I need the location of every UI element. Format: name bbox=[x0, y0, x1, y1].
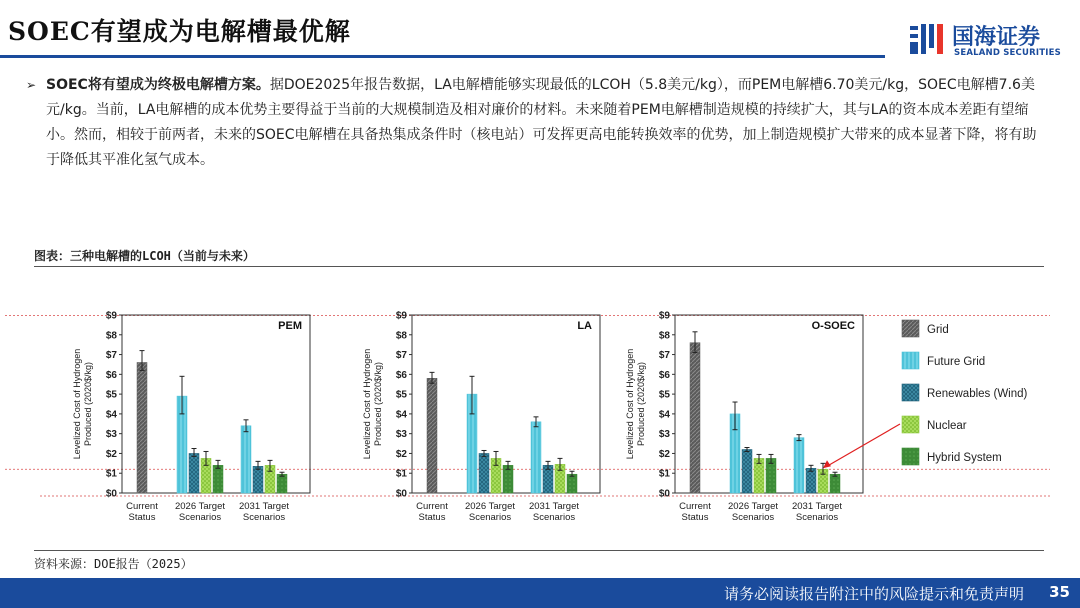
panel-pem bbox=[72, 311, 310, 524]
bar-renewables-wind- bbox=[742, 449, 752, 493]
y-tick-label: $6 bbox=[105, 369, 117, 381]
y-tick-label: $8 bbox=[105, 330, 117, 342]
legend-label: Renewables (Wind) bbox=[927, 388, 1028, 400]
y-axis-label-line2: Produced (2020$/kg) bbox=[83, 361, 93, 447]
y-axis-label-line2: Produced (2020$/kg) bbox=[373, 361, 383, 447]
y-tick-label: $8 bbox=[658, 330, 670, 342]
x-group-label bbox=[529, 501, 579, 523]
y-tick-label: $4 bbox=[105, 409, 117, 421]
bar-hybrid-system bbox=[277, 474, 287, 493]
bar-grid bbox=[690, 343, 700, 493]
page-number: 35 bbox=[1049, 583, 1070, 601]
y-tick-label: $2 bbox=[105, 448, 117, 460]
bar-future-grid bbox=[241, 426, 251, 493]
bar-grid bbox=[427, 378, 437, 493]
footer-disclaimer: 请务必阅读报告附注中的风险提示和免责声明 bbox=[723, 585, 1024, 603]
x-group-label-line1: Current bbox=[679, 501, 711, 512]
panel-name: LA bbox=[577, 320, 592, 332]
y-tick-label: $5 bbox=[105, 389, 117, 401]
source-rule bbox=[34, 550, 1044, 551]
x-group-label bbox=[679, 501, 711, 523]
footer-bar bbox=[0, 578, 1080, 608]
bar-hybrid-system bbox=[830, 474, 840, 493]
legend-swatch bbox=[902, 352, 919, 369]
legend-label: Grid bbox=[927, 324, 949, 336]
bullet-arrow-icon: ➢ bbox=[26, 78, 37, 92]
x-group-label bbox=[728, 501, 778, 523]
legend-label: Future Grid bbox=[927, 356, 986, 368]
x-group-label bbox=[175, 501, 225, 523]
x-group-label-line2: Status bbox=[681, 512, 709, 523]
bar-renewables-wind- bbox=[189, 453, 199, 493]
x-group-label bbox=[126, 501, 158, 523]
figure-title-rule bbox=[34, 266, 1044, 267]
legend-swatch bbox=[902, 448, 919, 465]
y-tick-label: $0 bbox=[105, 488, 117, 500]
y-tick-label: $5 bbox=[658, 389, 670, 401]
logo-mark-icon bbox=[908, 20, 946, 58]
x-group-label bbox=[239, 501, 289, 523]
legend-label: Hybrid System bbox=[927, 452, 1002, 464]
x-group-label-line1: 2031 Target bbox=[528, 501, 580, 512]
y-tick-label: $6 bbox=[395, 369, 407, 381]
y-axis-label-line1: Levelized Cost of Hydrogen bbox=[72, 348, 82, 460]
y-tick-label: $9 bbox=[658, 310, 670, 322]
y-axis-label bbox=[72, 349, 93, 460]
x-group-label-line2: Scenarios bbox=[532, 512, 576, 523]
bar-grid bbox=[137, 362, 147, 493]
y-tick-label: $4 bbox=[395, 409, 407, 421]
x-group-label bbox=[465, 501, 515, 523]
y-tick-label: $0 bbox=[658, 488, 670, 500]
bar-hybrid-system bbox=[567, 474, 577, 493]
x-group-label-line2: Status bbox=[418, 512, 446, 523]
y-tick-label: $7 bbox=[658, 350, 670, 362]
legend-swatch bbox=[902, 320, 919, 337]
y-tick-label: $9 bbox=[105, 310, 117, 322]
y-tick-label: $2 bbox=[395, 448, 407, 460]
y-tick-label: $1 bbox=[105, 468, 117, 480]
y-tick-label: $6 bbox=[658, 369, 670, 381]
x-group-label-line1: 2026 Target bbox=[464, 501, 516, 512]
y-axis-label-line2: Produced (2020$/kg) bbox=[636, 361, 646, 447]
y-axis-label bbox=[625, 349, 646, 460]
bar-hybrid-system bbox=[213, 465, 223, 493]
x-group-label-line2: Scenarios bbox=[242, 512, 286, 523]
company-logo bbox=[908, 20, 1068, 62]
panel-name: O-SOEC bbox=[811, 320, 855, 332]
y-tick-label: $3 bbox=[658, 429, 670, 441]
legend-label: Nuclear bbox=[927, 420, 967, 432]
figure-source: 资料来源：DOE报告（2025） bbox=[34, 557, 193, 571]
x-group-label-line2: Scenarios bbox=[795, 512, 839, 523]
x-group-label bbox=[792, 501, 842, 523]
panel-o-soec bbox=[625, 311, 863, 524]
panel-la bbox=[362, 311, 600, 524]
x-group-label-line2: Status bbox=[128, 512, 156, 523]
y-tick-label: $3 bbox=[395, 429, 407, 441]
x-group-label-line1: 2026 Target bbox=[727, 501, 779, 512]
legend-swatch bbox=[902, 416, 919, 433]
y-tick-label: $4 bbox=[658, 409, 670, 421]
bar-future-grid bbox=[794, 438, 804, 493]
y-axis-label-line1: Levelized Cost of Hydrogen bbox=[362, 348, 372, 460]
bullet-body: 据DOE2025年报告数据，LA电解槽能够实现最低的LCOH（5.8美元/kg），而PEM电解槽6.70美元/kg，SOEC电解槽7.6美元/kg。当前，LA电解槽的成本优势主要得益于当前的大规模制造及相对廉价的材料。未来随着PEM电解槽制造规模的持续扩大，其与LA的资本成本差距有望缩小。然而，相较于前两者，未来的SOEC电解槽在具备热集成条件时（核电站）可发挥更高电能转换效率的优势，加上制造规模扩大带来的成本显著下降，将有助于降低其平准化氢气成本。 bbox=[46, 77, 1037, 168]
x-group-label-line1: 2026 Target bbox=[174, 501, 226, 512]
title-underline bbox=[0, 55, 885, 58]
x-group-label-line1: 2031 Target bbox=[238, 501, 290, 512]
figure-title: 图表：三种电解槽的LCOH（当前与未来） bbox=[34, 249, 255, 263]
lcoh-chart bbox=[0, 290, 1080, 540]
y-axis-label-line1: Levelized Cost of Hydrogen bbox=[625, 348, 635, 460]
x-group-label bbox=[416, 501, 448, 523]
x-group-label-line2: Scenarios bbox=[178, 512, 222, 523]
x-group-label-line1: Current bbox=[416, 501, 448, 512]
page-title: SOEC有望成为电解槽最优解 bbox=[8, 17, 351, 46]
y-tick-label: $7 bbox=[395, 350, 407, 362]
chart-legend bbox=[902, 320, 1028, 465]
bar-future-grid bbox=[531, 422, 541, 493]
bar-renewables-wind- bbox=[253, 466, 263, 493]
x-group-label-line2: Scenarios bbox=[468, 512, 512, 523]
y-tick-label: $2 bbox=[658, 448, 670, 460]
y-tick-label: $5 bbox=[395, 389, 407, 401]
bar-renewables-wind- bbox=[479, 453, 489, 493]
x-group-label-line1: 2031 Target bbox=[791, 501, 843, 512]
bullet-text bbox=[46, 73, 1046, 173]
x-group-label-line2: Scenarios bbox=[731, 512, 775, 523]
x-group-label-line1: Current bbox=[126, 501, 158, 512]
y-tick-label: $1 bbox=[395, 468, 407, 480]
panel-name: PEM bbox=[278, 320, 302, 332]
y-tick-label: $9 bbox=[395, 310, 407, 322]
y-tick-label: $0 bbox=[395, 488, 407, 500]
y-tick-label: $1 bbox=[658, 468, 670, 480]
legend-swatch bbox=[902, 384, 919, 401]
bar-renewables-wind- bbox=[806, 468, 816, 493]
y-tick-label: $8 bbox=[395, 330, 407, 342]
y-tick-label: $3 bbox=[105, 429, 117, 441]
logo-cn-text: 国海证券 bbox=[952, 25, 1041, 50]
y-axis-label bbox=[362, 349, 383, 460]
bullet-bold: SOEC将有望成为终极电解槽方案。 bbox=[46, 77, 270, 93]
logo-en-text: SEALAND SECURITIES bbox=[954, 48, 1061, 58]
y-tick-label: $7 bbox=[105, 350, 117, 362]
